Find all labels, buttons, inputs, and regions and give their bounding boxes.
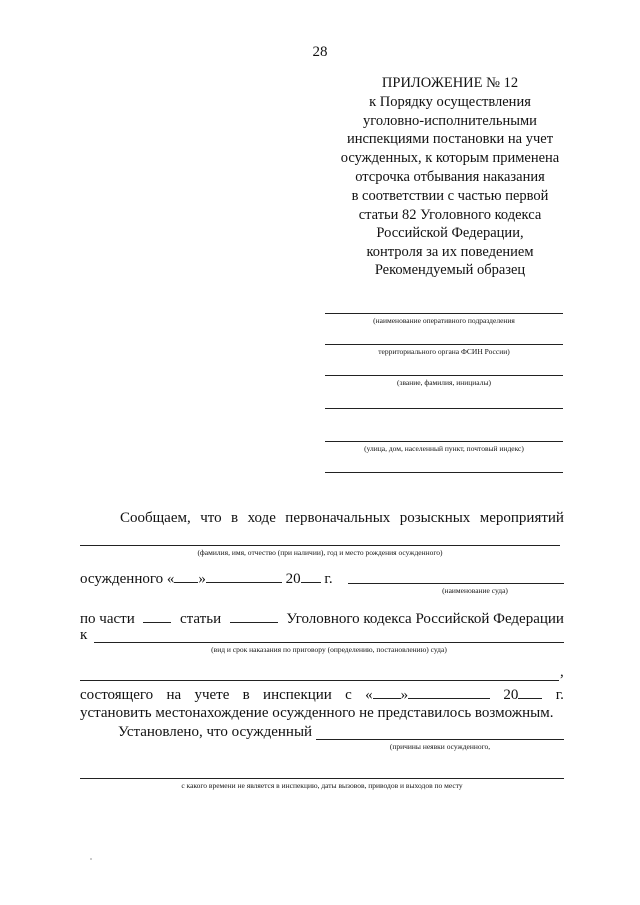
appendix-header — [300, 74, 600, 262]
comma: , — [560, 664, 564, 680]
scan-speck — [90, 858, 92, 860]
article-line: по части статьи Уголовного кодекса Российской Федерации — [80, 608, 564, 628]
k-letter: к — [80, 627, 88, 643]
appendix-line: в соответствии с частью первой — [351, 187, 549, 204]
sentence-caption: (вид и срок наказания по приговору (определению, постановлению) суда) — [211, 645, 447, 654]
recipient-address-line-2 — [325, 472, 563, 473]
recipient-territorial-caption: территориального органа ФСИН России) — [378, 347, 510, 356]
appendix-title: ПРИЛОЖЕНИЕ № 12 — [381, 75, 519, 91]
sentence-line — [94, 642, 564, 643]
appendix-line: контроля за их поведением — [366, 244, 534, 261]
recipient-address-line — [325, 441, 563, 442]
fio-caption: (фамилия, имя, отчество (при наличии), год и место рождения осужденного) — [197, 548, 443, 557]
sentence-line-2 — [80, 680, 559, 681]
recipient-territorial-line — [325, 344, 563, 345]
appendix-line: осужденных, к которым применена — [340, 150, 560, 167]
article-blank — [230, 608, 278, 623]
month-blank — [206, 568, 282, 583]
recommended-sample-label: Рекомендуемый образец — [374, 262, 526, 278]
court-line — [348, 583, 564, 584]
court-caption: (наименование суда) — [442, 586, 508, 595]
appendix-line: Российской Федерации, — [376, 225, 524, 242]
recipient-extra-line — [325, 408, 563, 409]
not-found-text: установить местонахождение осужденного не представилось возможным. — [80, 705, 554, 721]
established-text: Установлено, что осужденный — [118, 724, 313, 740]
since-caption: с какого времени не является в инспекцию, даты вызовов, приводов и выходов по месту — [181, 781, 463, 790]
recipient-name-line — [325, 375, 563, 376]
reg-month-blank — [408, 684, 490, 699]
registered-line: состоящего на учете в инспекции с « » 20 г. — [80, 684, 564, 704]
appendix-line: отсрочка отбывания наказания — [355, 168, 545, 185]
recipient-address-caption: (улица, дом, населенный пункт, почтовый индекс) — [364, 444, 524, 453]
fio-line — [80, 545, 560, 546]
part-blank — [143, 608, 171, 623]
page-number: 28 — [312, 44, 328, 60]
reasons-line — [316, 739, 564, 740]
appendix-line: статьи 82 Уголовного кодекса — [358, 206, 542, 223]
year-blank — [301, 568, 321, 583]
since-line — [80, 778, 564, 779]
intro-line: Сообщаем, что в ходе первоначальных розыскных мероприятий — [120, 510, 564, 526]
reasons-caption: (причины неявки осужденного, — [389, 742, 491, 751]
recipient-name-caption: (звание, фамилия, инициалы) — [397, 378, 491, 387]
convicted-date-line: осужденного « » 20 г. — [80, 568, 333, 588]
appendix-line: инспекциями постановки на учет — [346, 131, 554, 148]
recipient-unit-caption: (наименование оперативного подразделения — [373, 316, 515, 325]
reg-year-blank — [518, 684, 542, 699]
appendix-line: к Порядку осуществления — [369, 93, 531, 110]
appendix-line: уголовно-исполнительными — [363, 112, 537, 129]
reg-day-blank — [373, 684, 401, 699]
recipient-unit-line — [325, 313, 563, 314]
day-blank — [174, 568, 198, 583]
